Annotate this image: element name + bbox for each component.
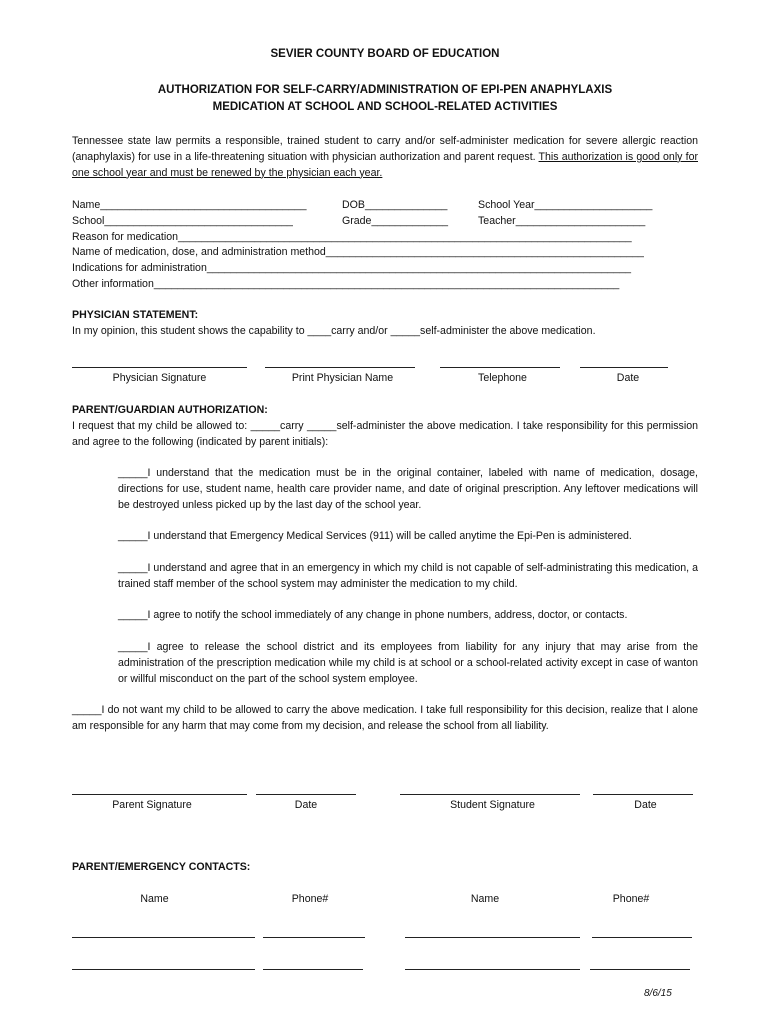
contact-3-name-line[interactable] bbox=[72, 969, 255, 970]
consent-item-container: _____I understand that the medication must be in the original container, labeled with name of medication, dosage, directions for use, student name, health care provider name, and date of original prescription. Any leftover medications will be destroyed unless picked up by the last day of the school year. bbox=[118, 467, 698, 511]
physician-date-line[interactable] bbox=[580, 367, 668, 368]
student-date-line[interactable] bbox=[593, 794, 693, 795]
contact-4-name-line[interactable] bbox=[405, 969, 580, 970]
contact-phone-header-1: Phone# bbox=[291, 893, 329, 905]
consent-item-ems: _____I understand that Emergency Medical Services (911) will be called anytime the Epi-Pen is administered. bbox=[118, 530, 632, 542]
physician-statement: In my opinion, this student shows the capability to ____carry and/or _____self-administer the above medication. bbox=[72, 325, 596, 337]
decline-statement: _____I do not want my child to be allowed to carry the above medication. I take full responsibility for this decision, realize that I alone am responsible for any harm that may come from my decision, and release the school from all liability. bbox=[72, 704, 698, 732]
parent-date-label: Date bbox=[294, 799, 318, 811]
form-title-line2: MEDICATION AT SCHOOL AND SCHOOL-RELATED ACTIVITIES bbox=[212, 101, 558, 113]
student-name-field[interactable]: Name___________________________________ bbox=[72, 199, 307, 211]
other-info-field[interactable]: Other information_______________________________________________________________________________ bbox=[72, 278, 620, 290]
intro-text: Tennessee state law permits a responsible, trained student to carry and/or self-administer medication for severe allergic reaction (anaphylaxis) for use in a life-threatening situation with physician authorization and parent request. bbox=[72, 135, 698, 163]
contact-4-phone-line[interactable] bbox=[590, 969, 690, 970]
org-name: SEVIER COUNTY BOARD OF EDUCATION bbox=[270, 48, 500, 60]
dob-field[interactable]: DOB______________ bbox=[342, 199, 448, 211]
parent-signature-line[interactable] bbox=[72, 794, 247, 795]
consent-item-staff-administer: _____I understand and agree that in an emergency in which my child is not capable of self-administrating this medication, a trained staff member of the school system may administer the medication to my child. bbox=[118, 562, 698, 590]
medication-field[interactable]: Name of medication, dose, and administration method______________________________________________________ bbox=[72, 246, 644, 258]
teacher-field[interactable]: Teacher______________________ bbox=[478, 215, 646, 227]
student-date-label: Date bbox=[634, 799, 657, 811]
physician-print-line[interactable] bbox=[265, 367, 415, 368]
physician-signature-line[interactable] bbox=[72, 367, 247, 368]
consent-item-release: _____I agree to release the school district and its employees from liability for any injury that may arise from the administration of the prescription medication while my child is at school or a school-related activity except in case of wanton or willful misconduct on the part of the school system employee. bbox=[118, 641, 698, 685]
contact-2-name-line[interactable] bbox=[405, 937, 580, 938]
physician-phone-line[interactable] bbox=[440, 367, 560, 368]
student-signature-line[interactable] bbox=[400, 794, 580, 795]
physician-date-label: Date bbox=[616, 372, 640, 384]
reason-field[interactable]: Reason for medication_____________________________________________________________________________ bbox=[72, 231, 632, 243]
parent-heading: PARENT/GUARDIAN AUTHORIZATION: bbox=[72, 404, 268, 416]
indications-field[interactable]: Indications for administration________________________________________________________________________ bbox=[72, 262, 632, 274]
intro-paragraph bbox=[72, 134, 698, 181]
parent-request: I request that my child be allowed to: _____carry _____self-administer the above medication. I take responsibility for this permission and agree to the following (indicated by parent initials): bbox=[72, 420, 698, 448]
grade-field[interactable]: Grade_____________ bbox=[342, 215, 449, 227]
form-title-line1: AUTHORIZATION FOR SELF-CARRY/ADMINISTRATION OF EPI-PEN ANAPHYLAXIS bbox=[157, 84, 613, 96]
parent-date-line[interactable] bbox=[256, 794, 356, 795]
physician-print-label: Print Physician Name bbox=[291, 372, 394, 384]
consent-item-notify: _____I agree to notify the school immediately of any change in phone numbers, address, doctor, or contacts. bbox=[118, 609, 628, 621]
contact-name-header-2: Name bbox=[470, 893, 500, 905]
physician-phone-label: Telephone bbox=[478, 372, 527, 384]
renewal-notice: This authorization is good only for one school year and must be renewed by the physician each year. bbox=[72, 150, 698, 179]
student-signature-label: Student Signature bbox=[450, 799, 535, 811]
contact-1-name-line[interactable] bbox=[72, 937, 255, 938]
contact-name-header-1: Name bbox=[140, 893, 169, 905]
contact-1-phone-line[interactable] bbox=[263, 937, 365, 938]
school-field[interactable]: School________________________________ bbox=[72, 215, 293, 227]
physician-heading: PHYSICIAN STATEMENT: bbox=[72, 309, 199, 321]
school-year-field[interactable]: School Year____________________ bbox=[478, 199, 653, 211]
physician-signature-label: Physician Signature bbox=[112, 372, 207, 384]
contact-3-phone-line[interactable] bbox=[263, 969, 363, 970]
contact-phone-header-2: Phone# bbox=[612, 893, 650, 905]
revision-date: 8/6/15 bbox=[644, 988, 672, 999]
contacts-heading: PARENT/EMERGENCY CONTACTS: bbox=[72, 861, 251, 873]
contact-2-phone-line[interactable] bbox=[592, 937, 692, 938]
parent-signature-label: Parent Signature bbox=[112, 799, 192, 811]
